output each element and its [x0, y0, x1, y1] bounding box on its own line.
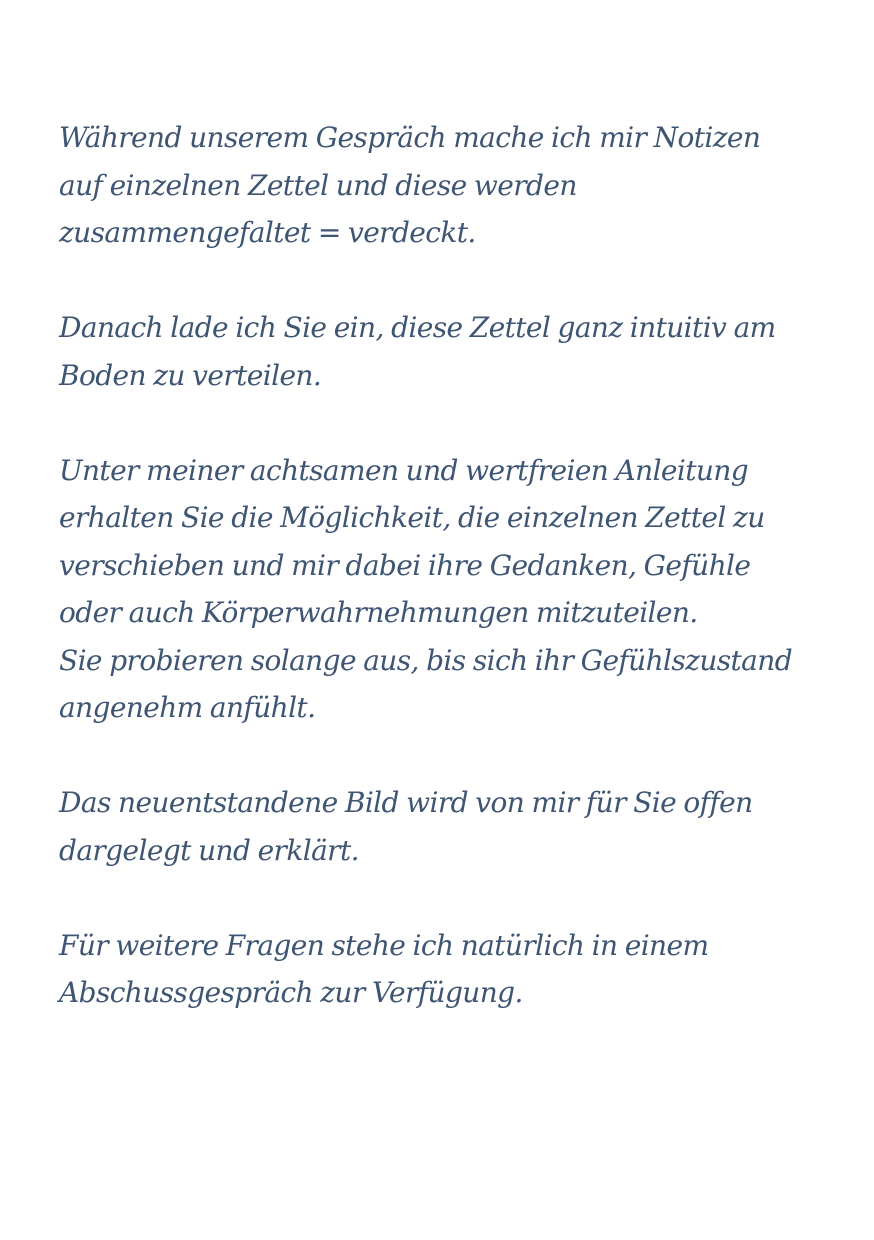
text-line: verschieben und mir dabei ihre Gedanken, Gefühle	[59, 548, 751, 582]
text-line: Sie probieren solange aus, bis sich ihr Gefühlszustand	[59, 643, 793, 677]
text-line: Während unserem Gespräch mache ich mir Notizen	[59, 121, 761, 154]
paragraph-distribute	[59, 304, 849, 399]
paragraph-guidance	[59, 447, 849, 732]
text-line: Für weitere Fragen stehe ich natürlich in einem	[59, 928, 709, 962]
text-line: Abschussgespräch zur Verfügung.	[59, 976, 523, 1009]
text-line: Danach lade ich Sie ein, diese Zettel ganz intuitiv am	[59, 311, 776, 344]
text-line: erhalten Sie die Möglichkeit, die einzelnen Zettel zu	[59, 501, 765, 534]
text-line: Das neuentstandene Bild wird von mir für Sie offen	[59, 786, 753, 819]
text-line: zusammengefaltet = verdeckt.	[59, 216, 476, 249]
paragraph-new-image	[59, 779, 849, 874]
text-line: angenehm anfühlt.	[59, 691, 316, 724]
body-text	[59, 114, 849, 1064]
text-line: dargelegt und erklärt.	[59, 833, 359, 867]
paragraph-questions	[59, 922, 849, 1017]
text-line: Boden zu verteilen.	[59, 358, 322, 392]
text-line: oder auch Körperwahrnehmungen mitzuteilen.	[59, 596, 698, 629]
text-line: Unter meiner achtsamen und wertfreien Anleitung	[59, 453, 749, 487]
paragraph-notes	[59, 114, 849, 257]
text-line: auf einzelnen Zettel und diese werden	[59, 168, 577, 202]
